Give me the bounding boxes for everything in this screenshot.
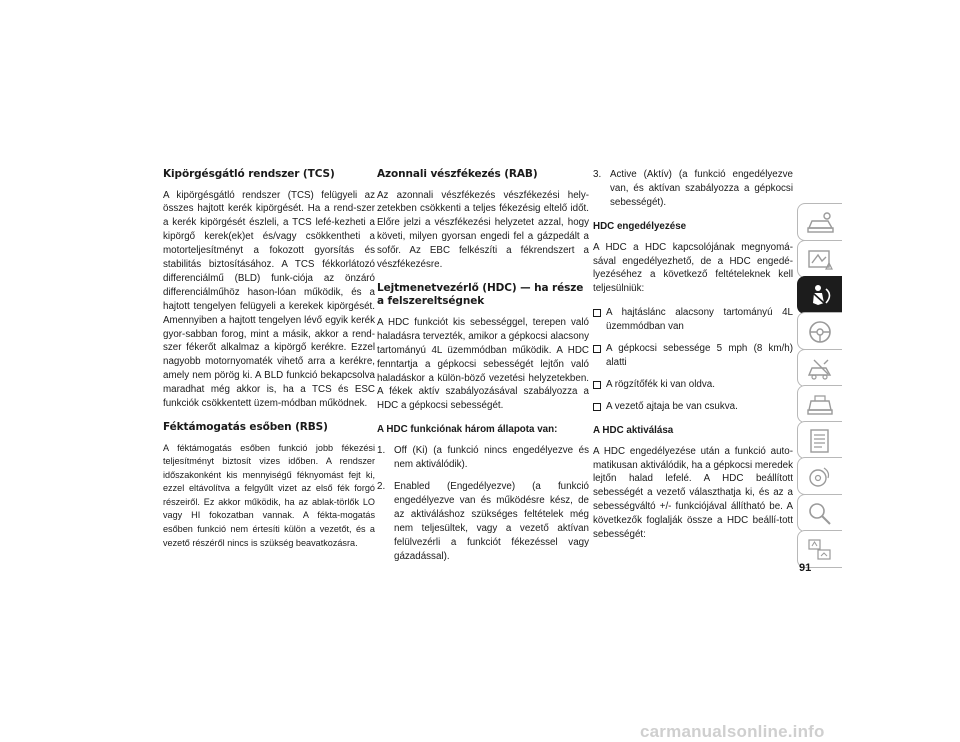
list-text: Enabled (Engedélyezve) (a funkció engedélyezve van és működésre kész, de az aktiváláshoz szükséges feltételek még nem teljesültek, vagy a vezető aktívan felülvezérli a funkciót fékezéssel vagy gázadással). — [394, 481, 589, 562]
instrument-warning-icon — [806, 247, 836, 273]
hdc-state-list-cont — [593, 168, 793, 210]
heading-hdc-enable: HDC engedélyezése — [593, 220, 687, 232]
list-text: A gépkocsi sebessége 5 mph (8 km/h) alatti — [606, 343, 793, 368]
list-text: A vezető ajtaja be van csukva. — [606, 400, 738, 412]
car-service-icon — [806, 392, 836, 418]
list-item — [593, 400, 793, 414]
magnifier-index-icon — [806, 501, 836, 527]
list-item — [377, 444, 589, 472]
tab-car-starting[interactable] — [797, 349, 842, 387]
list-item — [593, 342, 793, 370]
tab-magnifier-index[interactable] — [797, 494, 842, 532]
tab-car-service[interactable] — [797, 385, 842, 423]
tab-car-dashboard[interactable] — [797, 203, 842, 241]
list-item — [593, 168, 793, 210]
list-item — [593, 306, 793, 334]
maintenance-list-icon — [806, 428, 836, 454]
paragraph-hdc-activate: A HDC engedélyezése után a funkció auto-matikusan aktiválódik, ha a gépkocsi meredek lejtőn halad lefelé. A HDC beállított sebességét a vezető választhatja ki, és az a sebességváltó +/- funkciójával állítható be. A következők foglalják össze a HDC beállí-tott sebességét: — [593, 445, 793, 541]
language-icon — [806, 537, 836, 563]
square-bullet-icon — [593, 309, 601, 317]
list-item — [377, 480, 589, 563]
heading-rbs: Féktámogatás esőben (RBS) — [163, 421, 328, 433]
tab-instrument-warning[interactable] — [797, 240, 842, 278]
list-text: Active (Aktív) (a funkció engedélyezve van, és aktívan szabályozza a gépkocsi sebességét). — [610, 169, 793, 208]
tab-multimedia[interactable] — [797, 457, 842, 495]
heading-hdc-activate: A HDC aktiválása — [593, 424, 674, 436]
car-dashboard-icon — [806, 210, 836, 236]
list-item — [593, 378, 793, 392]
paragraph-rbs: A féktámogatás esőben funkció jobb fékezési teljesítményt biztosít vizes időben. A rendszer időszakonként kis mennyiségű féknyomást fejt ki, ezzel eltávolítva a felgyűlt vizet az első fék forgó részeiről. Ez akkor működik, ha az ablak-törlők LO vagy HI fokozatban vannak. A fékta-mogatás esőben funkció nem értesíti külön a vezetőt, és a vezető részéről nincs is szükség beavatkozásra. — [163, 442, 375, 548]
list-number: 3. — [593, 169, 602, 180]
column-right — [593, 168, 793, 552]
paragraph-hdc-enable: A HDC a HDC kapcsolójának megnyomá-sával engedélyezhető, de a HDC engedé-lyezéséhez a következő feltételeknek kell teljesülniük: — [593, 241, 793, 295]
tab-seatbelt-airbag[interactable] — [797, 276, 842, 314]
heading-hdc: Lejtmenetvezérlő (HDC) — ha része a felszereltségnek — [377, 281, 584, 308]
list-number: 1. — [377, 445, 386, 457]
paragraph-rab: Az azonnali vészfékezés vészfékezési hely-zetekben csökkenti a teljes fékezésig eltelő időt. Előre jelzi a vészfékezési helyzetet azzal, hogy követi, milyen gyorsan engedi fel a gázpedált a sofőr. Az EBC felkészíti a fékrendszert a vészfékezésre. — [377, 189, 589, 271]
square-bullet-icon — [593, 345, 601, 353]
steering-wheel-icon — [806, 319, 836, 345]
heading-hdc-states: A HDC funkciónak három állapota van: — [377, 424, 558, 436]
list-text: A rögzítőfék ki van oldva. — [606, 378, 715, 390]
paragraph-tcs: A kipörgésgátló rendszer (TCS) felügyeli az összes hajtott kerék kipörgését. Ha a rend-szer a kerék kipörgését észleli, a TCS lefé-kezheti a kipörgő kerek(ek)et és/vagy csökkentheti a motorteljesítményt a fokozott gyorsítás és stabilitás biztosításához. A TCS fékkorlátozó differenciálmű (BLD) funk-ciója az önzáró differenciálműhöz hason-lóan működik, és a hajtott tengelyen felügyeli a kerekek kipörgését. Amennyiben a hajtott tengelyen lévő egyik kerék gyor-sabban forog, mint a másik, akkor a rend-szer fékerőt alkalmaz a kipörgő kerékre. Ezzel nagyobb motornyomaték vihető arra a kerékre, amely nem pörög ki. A BLD funkció bekapcsolva maradhat még akkor is, ha a TCS és ESC funkciók csökkentett üzem-módban működnek. — [163, 189, 375, 410]
seatbelt-airbag-icon — [806, 283, 836, 309]
multimedia-icon — [806, 464, 836, 490]
list-text: Off (Ki) (a funkció nincs engedélyezve és nem aktiválódik). — [394, 445, 589, 471]
tab-maintenance-list[interactable] — [797, 421, 842, 459]
square-bullet-icon — [593, 403, 601, 411]
column-middle — [377, 168, 589, 573]
list-number: 2. — [377, 481, 386, 492]
car-starting-icon — [806, 356, 836, 382]
column-left — [163, 168, 375, 560]
condition-list — [593, 306, 793, 413]
paragraph-hdc: A HDC funkciót kis sebességgel, terepen való haladásra tervezték, amikor a gépkocsi alacsony tartományú 4L üzemmódban működik. A HDC fenntartja a gépkocsi sebességét lejtőn való haladáskor a külön-böző vezetési helyzetekben. A fékek aktív szabályozásával szabályozza a HDC a gépkocsi sebességét. — [377, 316, 589, 412]
page-number: 91 — [799, 562, 812, 574]
tab-steering-wheel[interactable] — [797, 312, 842, 350]
square-bullet-icon — [593, 381, 601, 389]
watermark: carmanualsonline.info — [640, 722, 825, 741]
list-text: A hajtáslánc alacsony tartományú 4L üzemmódban van — [606, 307, 793, 333]
heading-rab: Azonnali vészfékezés (RAB) — [377, 168, 538, 180]
hdc-state-list — [377, 444, 589, 563]
heading-tcs: Kipörgésgátló rendszer (TCS) — [163, 168, 335, 180]
